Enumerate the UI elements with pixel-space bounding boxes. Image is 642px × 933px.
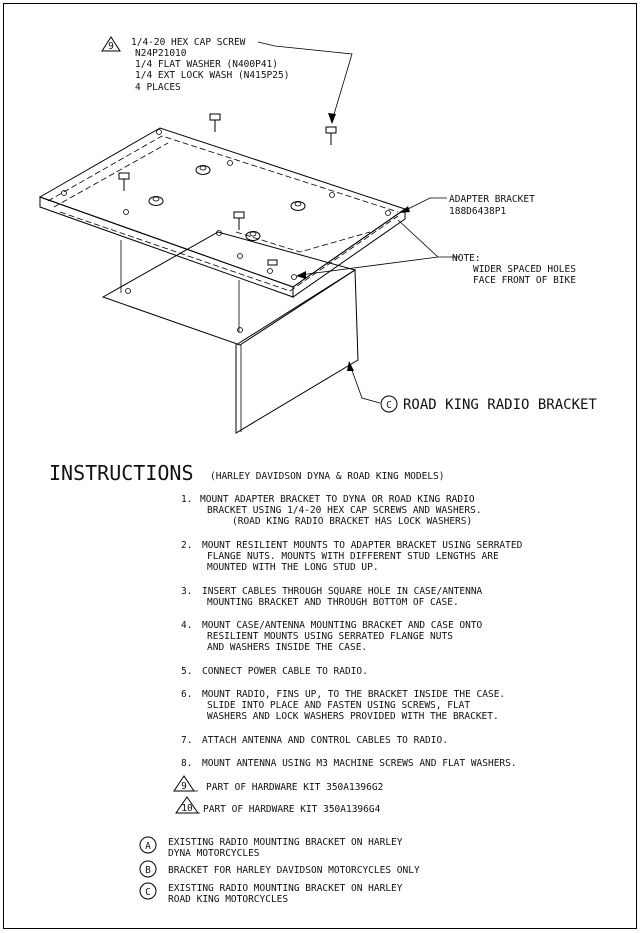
svg-text:7.: 7. [181,735,193,746]
svg-text:2.: 2. [181,540,193,551]
hardware-callout [102,37,352,124]
svg-text:RESILIENT MOUNTS USING SERRATE: RESILIENT MOUNTS USING SERRATED FLANGE NUTS [207,631,453,642]
svg-text:CONNECT POWER CABLE TO RADIO.: CONNECT POWER CABLE TO RADIO. [202,666,368,677]
hex-screw-icon [326,127,336,145]
instruction-step-5 [181,666,368,677]
instruction-step-7 [181,735,448,746]
circle-badge-icon [140,861,156,877]
circle-badge-icon [140,837,156,853]
svg-text:4.: 4. [181,620,193,631]
road-king-badge-icon [381,396,397,412]
svg-text:10: 10 [181,803,193,814]
adapter-bracket-label: ADAPTER BRACKET [449,194,535,205]
adapter-leader [404,198,447,211]
kit-triangle-icon [102,37,120,52]
instruction-step-8 [181,758,517,769]
legend-item-b [140,861,420,877]
callout-arrowhead [328,113,336,124]
svg-text:DYNA MOTORCYCLES: DYNA MOTORCYCLES [168,848,260,859]
hex-screw-icon [268,260,277,265]
road-king-leader [350,365,380,403]
instruction-step-2 [181,540,523,573]
flange-nut-icon [149,197,163,206]
note-line-1: WIDER SPACED HOLES [473,264,576,275]
svg-text:ROAD KING MOTORCYCLES: ROAD KING MOTORCYCLES [168,894,289,905]
note-line-2: FACE FRONT OF BIKE [473,275,576,286]
svg-text:3.: 3. [181,586,193,597]
flange-nut-icon [291,202,305,211]
circle-badge-icon [140,883,156,899]
svg-text:EXISTING RADIO MOUNTING BRACKE: EXISTING RADIO MOUNTING BRACKET ON HARLEY [168,837,403,848]
svg-text:PART OF HARDWARE KIT 350A1396G: PART OF HARDWARE KIT 350A1396G4 [203,804,381,815]
svg-text:PART OF HARDWARE KIT 350A1396G: PART OF HARDWARE KIT 350A1396G2 [206,782,384,793]
svg-text:MOUNT RADIO, FINS UP, TO THE B: MOUNT RADIO, FINS UP, TO THE BRACKET INSIDE THE CASE. [202,689,506,700]
callout-line-2: N24P21010 [135,48,187,59]
callout-line-3: 1/4 FLAT WASHER (N400P41) [135,59,278,70]
hex-screw-icon [119,173,129,191]
svg-text:C: C [145,887,151,898]
svg-text:9: 9 [108,41,114,52]
svg-text:9: 9 [181,781,187,792]
triangle-badge-icon [176,797,200,814]
svg-text:B: B [145,865,151,876]
svg-text:MOUNT ADAPTER BRACKET TO DYNA: MOUNT ADAPTER BRACKET TO DYNA OR ROAD KING RADIO [200,494,475,505]
callout-line-5: 4 PLACES [135,82,181,93]
svg-text:C: C [386,400,392,411]
callout-line-4: 1/4 EXT LOCK WASH (N415P25) [135,70,290,81]
svg-text:6.: 6. [181,689,193,700]
svg-text:MOUNT RESILIENT MOUNTS TO ADAP: MOUNT RESILIENT MOUNTS TO ADAPTER BRACKET USING SERRATED [202,540,523,551]
svg-text:INSERT CABLES THROUGH SQUARE H: INSERT CABLES THROUGH SQUARE HOLE IN CASE/ANTENNA [202,586,483,597]
hex-screw-icon [234,212,244,230]
road-king-bracket-label: ROAD KING RADIO BRACKET [403,397,597,413]
road-king-bracket-drawing [103,231,358,434]
triangle-badge-icon [174,776,198,792]
note-title: NOTE: [452,253,481,264]
flange-nut-icon [196,166,210,175]
svg-text:8.: 8. [181,758,193,769]
legend-item-c [140,883,403,905]
callout-leader [258,42,352,121]
svg-text:(ROAD KING RADIO BRACKET HAS L: (ROAD KING RADIO BRACKET HAS LOCK WASHERS) [232,516,473,527]
hex-screw-icon [210,114,220,132]
svg-text:1.: 1. [181,494,193,505]
svg-text:EXISTING RADIO MOUNTING BRACKE: EXISTING RADIO MOUNTING BRACKET ON HARLEY [168,883,403,894]
svg-text:WASHERS AND LOCK WASHERS PROVI: WASHERS AND LOCK WASHERS PROVIDED WITH THE BRACKET. [207,711,499,722]
note-leader-2 [300,257,438,275]
instruction-step-1 [181,494,482,527]
kit-note-10 [176,797,381,815]
kit-note-9 [174,776,383,793]
svg-text:MOUNTED WITH THE LONG STUD UP.: MOUNTED WITH THE LONG STUD UP. [207,562,379,573]
instruction-step-6 [181,689,505,722]
instruction-step-4 [181,620,483,653]
svg-text:AND WASHERS INSIDE THE CASE.: AND WASHERS INSIDE THE CASE. [207,642,368,653]
svg-text:BRACKET USING 1/4-20 HEX CAP S: BRACKET USING 1/4-20 HEX CAP SCREWS AND WASHERS. [207,505,482,516]
svg-text:MOUNT ANTENNA USING M3 MACHINE: MOUNT ANTENNA USING M3 MACHINE SCREWS AND FLAT WASHERS. [202,758,517,769]
adapter-bracket-drawing [40,114,460,403]
svg-text:SLIDE INTO PLACE AND FASTEN US: SLIDE INTO PLACE AND FASTEN USING SCREWS, FLAT [207,700,471,711]
instructions-subheading: (HARLEY DAVIDSON DYNA & ROAD KING MODELS) [210,471,445,482]
svg-text:MOUNT CASE/ANTENNA MOUNTING BR: MOUNT CASE/ANTENNA MOUNTING BRACKET AND CASE ONTO [202,620,483,631]
svg-text:A: A [145,841,151,852]
adapter-bracket-part: 188D6438P1 [449,206,507,217]
instruction-step-3 [181,586,483,608]
callout-line-1: 1/4-20 HEX CAP SCREW [131,37,246,48]
svg-text:5.: 5. [181,666,193,677]
svg-text:ATTACH ANTENNA AND CONTROL CAB: ATTACH ANTENNA AND CONTROL CABLES TO RADIO. [202,735,448,746]
svg-text:FLANGE NUTS. MOUNTS WITH DIFF: FLANGE NUTS. MOUNTS WITH DIFFERENT STUD LENGTHS ARE [207,551,499,562]
instructions-heading: INSTRUCTIONS [49,461,194,485]
svg-text:MOUNTING BRACKET AND THROUGH B: MOUNTING BRACKET AND THROUGH BOTTOM OF CASE. [207,597,459,608]
svg-text:BRACKET FOR HARLEY DAVIDSON MO: BRACKET FOR HARLEY DAVIDSON MOTORCYCLES ONLY [168,865,420,876]
legend-item-a [140,837,403,859]
note-leader-1 [398,220,460,257]
